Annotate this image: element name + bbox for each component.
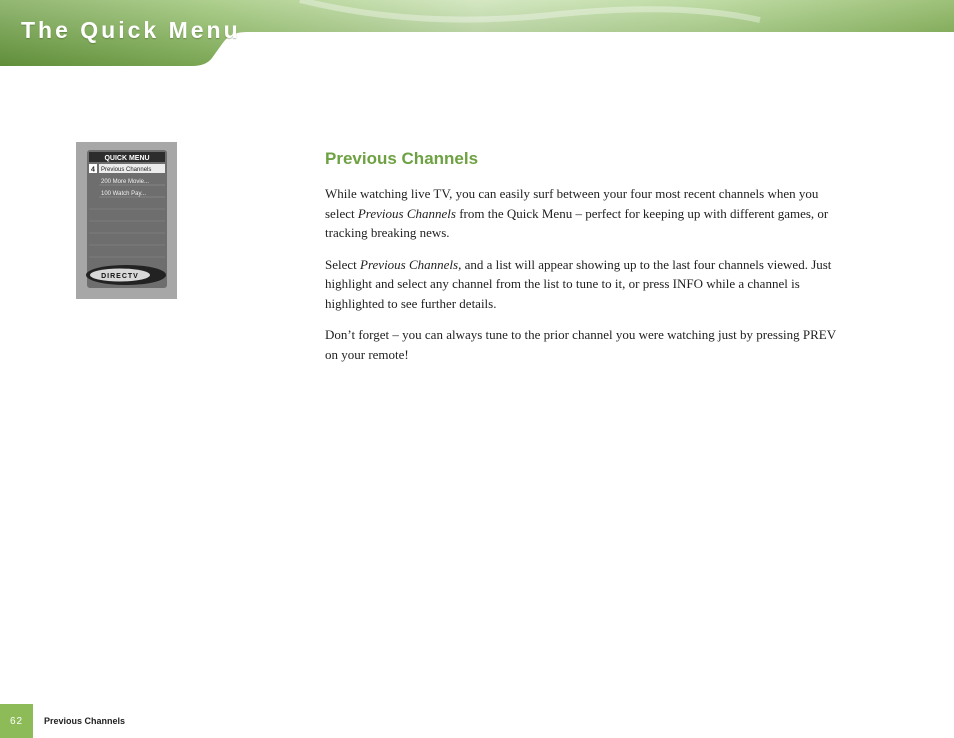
menu-item-previous-channels: Previous Channels [101,167,152,173]
body-paragraph [325,255,837,314]
body-text [325,184,837,376]
text-run: Don’t forget – you can always tune to the prior channel you were watching just by pressing PREV on your remote! [325,327,836,362]
text-run: While watching live TV, you can easily surf between your four most recent channels when you select [325,186,819,221]
text-run: Select [325,256,361,272]
directv-logo-text: DIRECTV [101,273,139,280]
page-number-tab [0,704,33,738]
selected-index: 4 [91,166,95,174]
section-heading: Previous Channels [325,149,479,168]
page-title: The Quick Menu [21,17,241,43]
quick-menu-screenshot [76,142,177,299]
footer-section-label: Previous Channels [44,716,126,726]
italic-term: Previous Channels [357,205,456,221]
text-run: and a list will appear showing up to the last four channels viewed. Just highlight and select any channel from the list to tune to it, or press INFO while a channel is highlighted to see further details. [325,256,832,311]
menu-title: QUICK MENU [104,155,150,162]
menu-item-watch-pay: 100 Watch Pay... [101,191,147,197]
text-run: from the Quick Menu – perfect for keeping up with different games, or tracking breaking news. [325,205,829,240]
menu-item-movie: 200 More Movie... [101,179,150,185]
header-band [0,0,954,66]
body-paragraph [325,184,837,243]
page-number: 62 [10,716,24,727]
italic-term: Previous Channels, [360,256,462,272]
body-paragraph [325,325,837,364]
